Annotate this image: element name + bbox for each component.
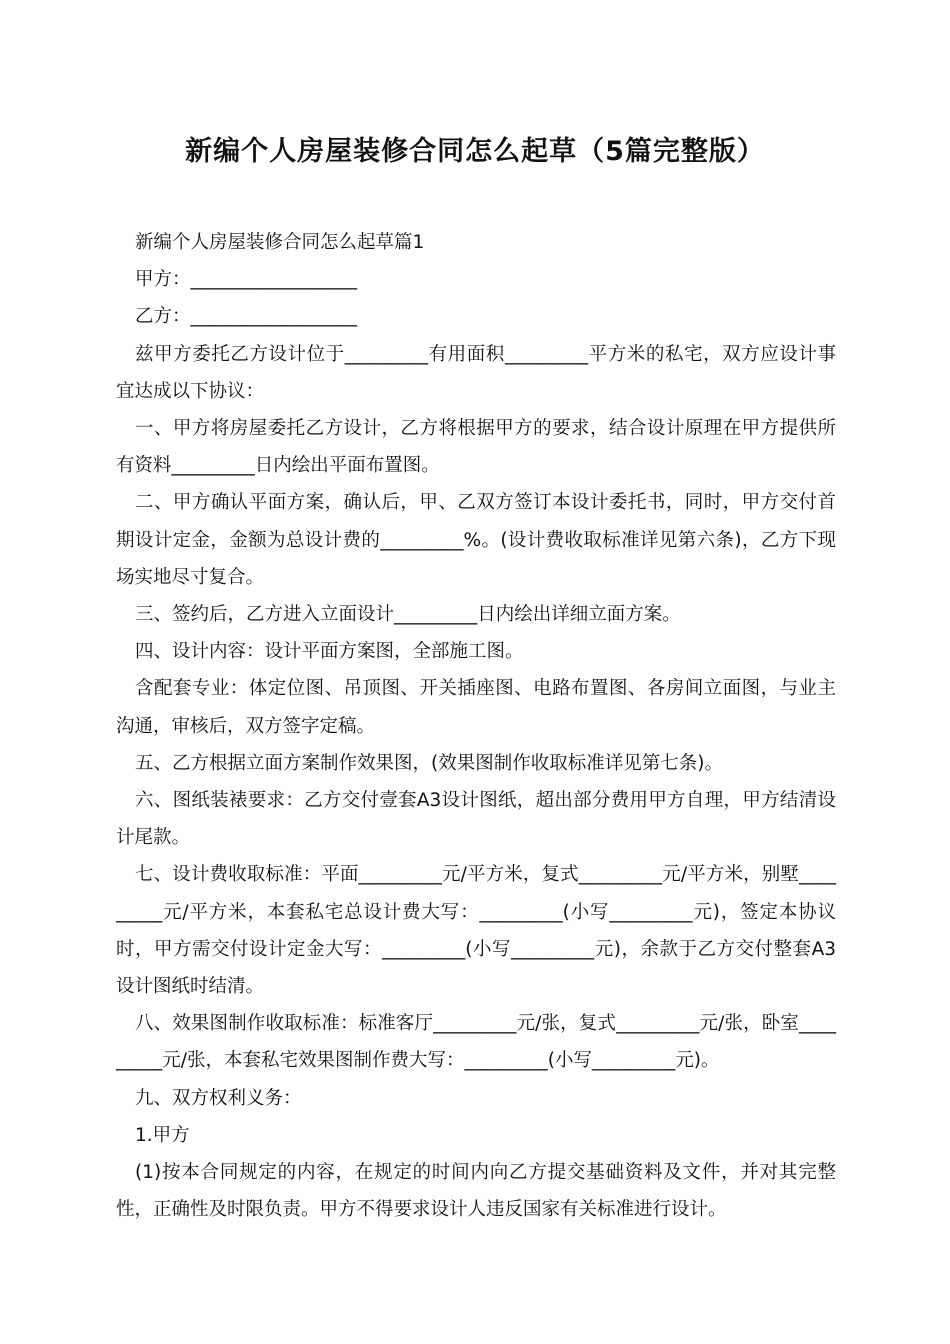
clause-2: 二、甲方确认平面方案，确认后，甲、乙双方签订本设计委托书，同时，甲方交付首期设计定金，金额为总设计费的_________%。(设计费收取标准详见第六条)，乙方下现场实地尽寸复合。 bbox=[116, 492, 836, 588]
clause-1: 一、甲方将房屋委托乙方设计，乙方将根据甲方的要求，结合设计原理在甲方提供所有资料_________日内绘出平面布置图。 bbox=[116, 418, 836, 477]
clause-9-party-a-item-1: (1)按本合同规定的内容，在规定的时间内向乙方提交基础资料及文件，并对其完整性，正确性及时限负责。甲方不得要求设计人违反国家有关标准进行设计。 bbox=[116, 1162, 836, 1221]
clause-9-party-a: 1.甲方 bbox=[135, 1124, 190, 1146]
document-body bbox=[116, 224, 836, 1228]
clause-7: 七、设计费收取标准：平面_________元/平方米，复式_________元/平方米，别墅_________元/平方米，本套私宅总设计费大写：_________(小写_________元)，签定本协议时，甲方需交付设计定金大写：_________(小写_________元)，余款于乙方交付整套A3设计图纸时结清。 bbox=[116, 864, 836, 998]
party-b-line: 乙方：__________________ bbox=[135, 306, 358, 328]
party-a-line: 甲方：__________________ bbox=[135, 269, 358, 291]
clause-8: 八、效果图制作收取标准：标准客厅_________元/张，复式_________元/张，卧室_________元/张，本套私宅效果图制作费大写：_________(小写_________元)。 bbox=[116, 1013, 836, 1072]
clause-6: 六、图纸装裱要求：乙方交付壹套A3设计图纸，超出部分费用甲方自理，甲方结清设计尾款。 bbox=[116, 790, 836, 849]
preamble-paragraph: 兹甲方委托乙方设计位于_________有用面积_________平方米的私宅，双方应设计事宜达成以下协议： bbox=[116, 343, 836, 402]
section-heading: 新编个人房屋装修合同怎么起草篇1 bbox=[135, 232, 425, 253]
document-title: 新编个人房屋装修合同怎么起草（5篇完整版） bbox=[185, 136, 765, 167]
clause-4-detail: 含配套专业：体定位图、吊顶图、开关插座图、电路布置图、各房间立面图，与业主沟通，审核后，双方签字定稿。 bbox=[116, 678, 836, 737]
clause-9: 九、双方权利义务： bbox=[135, 1087, 302, 1109]
clause-5: 五、乙方根据立面方案制作效果图，(效果图制作收取标准详见第七条)。 bbox=[135, 752, 723, 774]
clause-4: 四、设计内容：设计平面方案图，全部施工图。 bbox=[135, 641, 524, 663]
clause-3: 三、签约后，乙方进入立面设计_________日内绘出详细立面方案。 bbox=[135, 604, 681, 626]
